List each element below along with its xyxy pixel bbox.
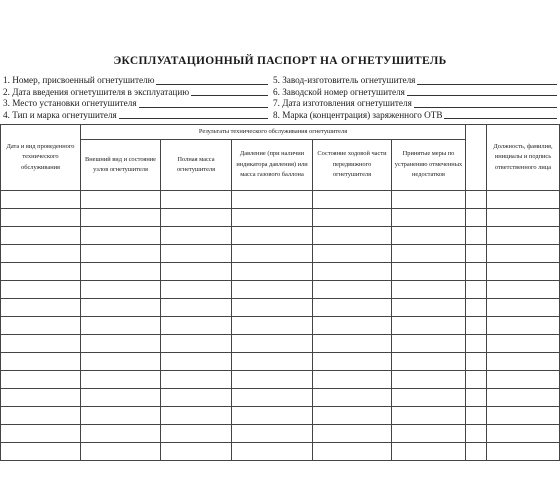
table-cell[interactable] (161, 317, 232, 335)
table-cell[interactable] (392, 209, 466, 227)
table-cell[interactable] (466, 209, 487, 227)
fill-line (414, 107, 557, 108)
col-header-chassis: Состояние ходовой части передвижного огнетушителя (313, 140, 392, 191)
table-row (1, 191, 560, 209)
fill-line (407, 95, 557, 96)
table-cell[interactable] (161, 353, 232, 371)
table-row (1, 263, 560, 281)
col-header-mass: Полная масса огнетушителя (161, 140, 232, 191)
fill-line (119, 118, 268, 119)
field-serial-number[interactable]: 6. Заводской номер огнетушителя (270, 87, 559, 99)
table-cell[interactable] (232, 245, 313, 263)
table-cell[interactable] (81, 371, 161, 389)
table-cell[interactable] (1, 335, 81, 353)
field-row (3, 75, 559, 87)
table-cell[interactable] (487, 371, 560, 389)
table-cell[interactable] (313, 263, 392, 281)
fill-line (417, 84, 557, 85)
table-cell[interactable] (161, 227, 232, 245)
table-cell[interactable] (161, 245, 232, 263)
table-cell[interactable] (487, 443, 560, 461)
table-cell[interactable] (392, 245, 466, 263)
table-row (1, 227, 560, 245)
col-header-date: Дата и вид проведенного технического обслуживания (1, 125, 81, 191)
table-cell[interactable] (232, 371, 313, 389)
table-cell[interactable] (81, 353, 161, 371)
table-row (1, 443, 560, 461)
field-type-model[interactable]: 4. Тип и марка огнетушителя (3, 110, 270, 122)
table-cell[interactable] (466, 353, 487, 371)
table-cell[interactable] (81, 443, 161, 461)
table-cell[interactable] (81, 299, 161, 317)
table-row (1, 317, 560, 335)
table-cell[interactable] (392, 425, 466, 443)
table-cell[interactable] (392, 263, 466, 281)
table-cell[interactable] (392, 407, 466, 425)
col-header-pressure: Давление (при наличии индикатора давления) или масса газового баллона (232, 140, 313, 191)
table-row (1, 245, 560, 263)
table-cell[interactable] (392, 335, 466, 353)
col-header-measures: Принятые меры по устранению отмеченных недостатков (392, 140, 466, 191)
table-cell[interactable] (81, 227, 161, 245)
table-cell[interactable] (487, 281, 560, 299)
table-cell[interactable] (232, 191, 313, 209)
table-cell[interactable] (392, 299, 466, 317)
table-cell[interactable] (392, 317, 466, 335)
table-cell[interactable] (81, 263, 161, 281)
field-extinguisher-number[interactable]: 1. Номер, присвоенный огнетушителю (3, 75, 270, 87)
table-cell[interactable] (466, 443, 487, 461)
table-cell[interactable] (313, 299, 392, 317)
table-cell[interactable] (392, 227, 466, 245)
table-cell[interactable] (232, 227, 313, 245)
table-cell[interactable] (487, 425, 560, 443)
field-install-location[interactable]: 3. Место установки огнетушителя (3, 98, 270, 110)
table-cell[interactable] (1, 191, 81, 209)
table-cell[interactable] (161, 335, 232, 353)
table-row (1, 407, 560, 425)
table-cell[interactable] (81, 407, 161, 425)
table-cell[interactable] (1, 371, 81, 389)
table-cell[interactable] (487, 191, 560, 209)
table-cell[interactable] (1, 281, 81, 299)
field-row (3, 87, 559, 99)
table-cell[interactable] (466, 281, 487, 299)
table-cell[interactable] (487, 209, 560, 227)
table-cell[interactable] (487, 299, 560, 317)
table-cell[interactable] (487, 263, 560, 281)
table-cell[interactable] (313, 407, 392, 425)
table-cell[interactable] (232, 317, 313, 335)
table-row (1, 335, 560, 353)
table-cell[interactable] (81, 425, 161, 443)
table-cell[interactable] (81, 245, 161, 263)
table-cell[interactable] (487, 389, 560, 407)
table-cell[interactable] (392, 389, 466, 407)
table-cell[interactable] (313, 281, 392, 299)
table-cell[interactable] (487, 335, 560, 353)
table-cell[interactable] (487, 245, 560, 263)
maintenance-table (0, 124, 560, 461)
table-cell[interactable] (161, 407, 232, 425)
table-cell[interactable] (232, 263, 313, 281)
table-cell[interactable] (313, 425, 392, 443)
table-cell[interactable] (466, 335, 487, 353)
blank-header (466, 125, 487, 191)
field-row (3, 98, 559, 110)
table-row (1, 371, 560, 389)
table-cell[interactable] (1, 443, 81, 461)
table-cell[interactable] (466, 263, 487, 281)
table-cell[interactable] (161, 209, 232, 227)
field-commission-date[interactable]: 2. Дата введения огнетушителя в эксплуатацию (3, 87, 270, 99)
fill-line (139, 107, 268, 108)
table-cell[interactable] (161, 281, 232, 299)
table-cell[interactable] (81, 191, 161, 209)
table-cell[interactable] (161, 299, 232, 317)
table-cell[interactable] (1, 317, 81, 335)
table-cell[interactable] (313, 353, 392, 371)
table-cell[interactable] (161, 389, 232, 407)
table-row (1, 299, 560, 317)
col-header-appearance: Внешний вид и состояние узлов огнетушителя (81, 140, 161, 191)
table-cell[interactable] (232, 443, 313, 461)
passport-fields (3, 75, 559, 121)
table-cell[interactable] (1, 353, 81, 371)
table-cell[interactable] (466, 425, 487, 443)
table-cell[interactable] (487, 227, 560, 245)
table-cell[interactable] (313, 191, 392, 209)
table-cell[interactable] (1, 299, 81, 317)
table-cell[interactable] (313, 443, 392, 461)
table-cell[interactable] (313, 227, 392, 245)
table-cell[interactable] (161, 191, 232, 209)
table-cell[interactable] (232, 335, 313, 353)
table-cell[interactable] (1, 263, 81, 281)
col-header-responsible: Должность, фамилия, инициалы и подпись ответственного лица (487, 125, 560, 191)
table-cell[interactable] (81, 317, 161, 335)
table-cell[interactable] (466, 371, 487, 389)
table-cell[interactable] (1, 227, 81, 245)
table-cell[interactable] (487, 407, 560, 425)
table-cell[interactable] (392, 371, 466, 389)
field-agent-grade[interactable]: 8. Марка (концентрация) заряженного ОТВ (270, 110, 559, 122)
table-row (1, 209, 560, 227)
table-cell[interactable] (487, 353, 560, 371)
table-cell[interactable] (466, 227, 487, 245)
table-cell[interactable] (161, 263, 232, 281)
table-cell[interactable] (313, 209, 392, 227)
field-row (3, 110, 559, 122)
table-cell[interactable] (466, 317, 487, 335)
table-row (1, 281, 560, 299)
table-cell[interactable] (392, 353, 466, 371)
table-cell[interactable] (81, 389, 161, 407)
table-cell[interactable] (161, 371, 232, 389)
table-cell[interactable] (313, 317, 392, 335)
table-cell[interactable] (232, 209, 313, 227)
table-row (1, 389, 560, 407)
table-cell[interactable] (466, 407, 487, 425)
fill-line (444, 118, 557, 119)
table-cell[interactable] (232, 425, 313, 443)
table-cell[interactable] (466, 389, 487, 407)
table-cell[interactable] (81, 281, 161, 299)
table-cell[interactable] (81, 209, 161, 227)
fill-line (156, 84, 268, 85)
table-cell[interactable] (313, 245, 392, 263)
table-cell[interactable] (1, 209, 81, 227)
table-cell[interactable] (466, 245, 487, 263)
table-cell[interactable] (392, 281, 466, 299)
table-cell[interactable] (161, 425, 232, 443)
table-cell[interactable] (232, 407, 313, 425)
table-row (1, 353, 560, 371)
table-cell[interactable] (1, 407, 81, 425)
field-manufacture-date[interactable]: 7. Дата изготовления огнетушителя (270, 98, 559, 110)
fill-line (191, 95, 268, 96)
table-cell[interactable] (392, 191, 466, 209)
table-cell[interactable] (313, 389, 392, 407)
table-cell[interactable] (232, 299, 313, 317)
table-cell[interactable] (232, 353, 313, 371)
table-cell[interactable] (313, 335, 392, 353)
table-cell[interactable] (313, 371, 392, 389)
table-row (1, 425, 560, 443)
table-cell[interactable] (81, 335, 161, 353)
table-cell[interactable] (466, 191, 487, 209)
table-cell[interactable] (232, 389, 313, 407)
table-cell[interactable] (1, 389, 81, 407)
table-cell[interactable] (161, 443, 232, 461)
page-title: ЭКСПЛУАТАЦИОННЫЙ ПАСПОРТ НА ОГНЕТУШИТЕЛЬ (113, 55, 447, 67)
group-header-results: Результаты технического обслуживания огнетушителя (81, 125, 466, 140)
table-cell[interactable] (487, 317, 560, 335)
table-cell[interactable] (1, 245, 81, 263)
table-cell[interactable] (1, 425, 81, 443)
field-manufacturer[interactable]: 5. Завод-изготовитель огнетушителя (270, 75, 559, 87)
table-cell[interactable] (466, 299, 487, 317)
table-cell[interactable] (232, 281, 313, 299)
table-cell[interactable] (392, 443, 466, 461)
